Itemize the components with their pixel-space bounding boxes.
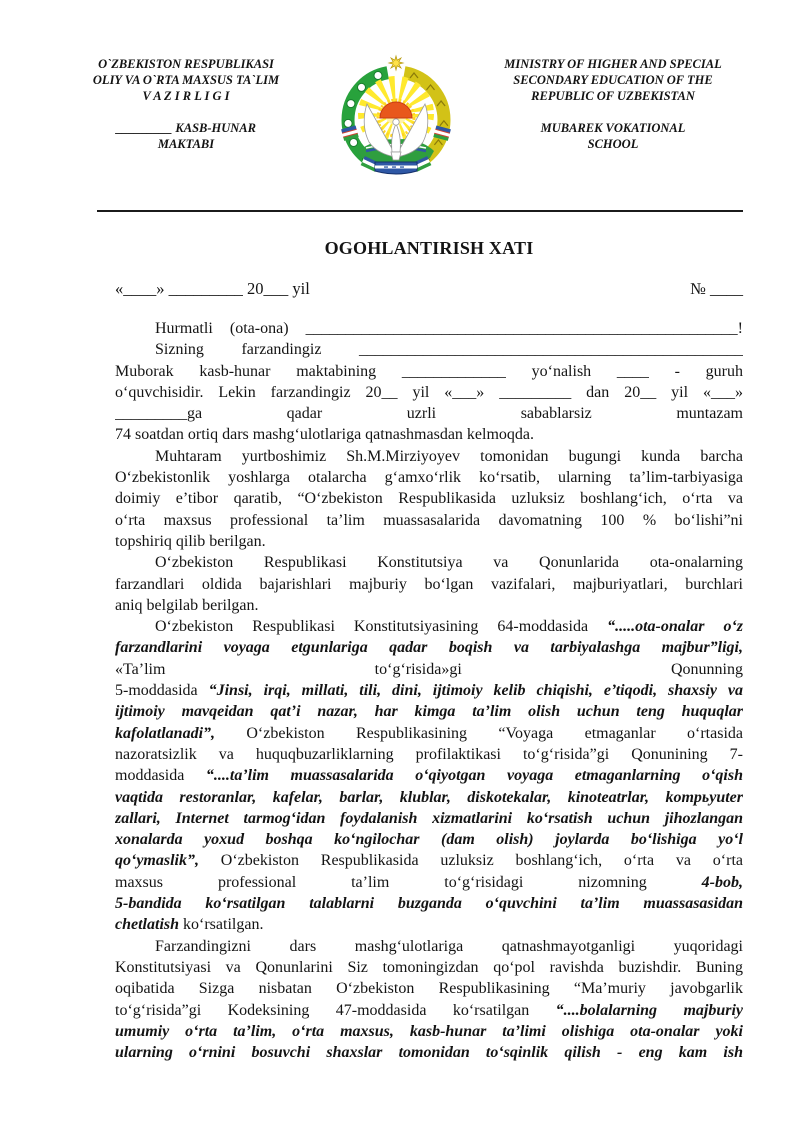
body-text	[115, 320, 743, 1065]
body-line: kafolatlanadi”, O‘zbekiston Respublikasining “Voyaga etmaganlar o‘rtasida	[115, 724, 743, 742]
body-line: ularning o‘rnini bosuvchi shaxslar tomonidan to‘sqinlik qilish - eng kam ish	[115, 1044, 743, 1062]
body-line: chetlatish ko‘rsatilgan.	[115, 916, 264, 934]
letterhead-left-block	[60, 54, 312, 152]
body-line: zallari, Internet tarmog‘idan foydalanish xizmatlarini ko‘rsatish uchun jihozlangan	[115, 809, 743, 827]
body-line: Farzandingizni dars mashg‘ulotlariga qatnashmayotganligi yuqoridagi	[155, 937, 743, 955]
body-line: farzandlarini voyaga etgunlariga qadar boqish va tarbiyalashga majbur”ligi,	[115, 639, 743, 657]
body-line: xonalarda yoxud boshqa ko‘ngilochar (dam olish) joylarda bo‘lishiga yo‘l	[115, 831, 743, 849]
body-line: «Ta’lim to‘g‘risida»gi Qonunning	[115, 660, 743, 678]
body-line: Muhtaram yurtboshimiz Sh.M.Mirziyoyev tomonidan bugungi kunda barcha	[155, 447, 743, 465]
body-line: O‘zbekiston Respublikasi Konstitutsiya va Qonunlarida ota-onalarning	[155, 554, 743, 572]
letterhead-line: MUBAREK VOKATIONAL	[540, 121, 686, 135]
body-line: 5-bandida ko‘rsatilgan talablarni buzganda o‘quvchini ta’lim muassasasidan	[115, 895, 743, 913]
body-line: umumiy o‘rta ta’lim, o‘rta maxsus, kasb-hunar ta’limi olishiga ota-onalar yoki	[115, 1022, 743, 1040]
letterhead-line	[480, 104, 746, 120]
body-line: moddasida “....ta’lim muassasalarida o‘qiyotgan voyaga etmaganlarning o‘qish	[115, 767, 743, 785]
body-line: Sizning farzandingiz ________________________________________________	[155, 341, 743, 359]
body-line: o‘quvchisidir. Lekin farzandingiz 20__ yil «___» _________ dan 20__ yil «___»	[115, 383, 743, 401]
body-line: Konstitutsiyasi va Qonunlarini Siz tomoningizdan qo‘pol ravishda buzishdir. Buning	[115, 958, 743, 976]
letterhead-right-block	[480, 54, 746, 152]
letterhead-line	[60, 104, 312, 120]
body-line: nazoratsizlik va huquqbuzarliklarning profilaktikasi to‘g‘risida”gi Qonunining 7-	[115, 745, 743, 763]
letterhead-line: OLIY VA O`RTA MAXSUS TA`LIM	[92, 73, 280, 87]
letterhead-line: SECONDARY EDUCATION OF THE	[513, 73, 713, 87]
body-line: O‘zbekiston Respublikasi Konstitutsiyasining 64-moddasida “.....ota-onalar o‘z	[155, 618, 743, 636]
body-line: 74 soatdan ortiq dars mashg‘ulotlariga qatnashmasdan kelmoqda.	[115, 426, 535, 444]
uzbekistan-emblem	[330, 54, 462, 178]
body-line: 5-moddasida “Jinsi, irqi, millati, tili, dini, ijtimoiy kelib chiqishi, e’tiqodi, shaxsiy va	[115, 682, 743, 700]
letterhead-line: REPUBLIC OF UZBEKISTAN	[531, 89, 695, 103]
header-divider	[97, 210, 743, 212]
letterhead-line: V A Z I R L I G I	[142, 89, 230, 103]
letterhead-line: SCHOOL	[587, 137, 639, 151]
body-line: vaqtida restoranlar, kafelar, barlar, klublar, diskotekalar, kinoteatrlar, kompьyuter	[115, 788, 743, 806]
date-blank: «____» _________ 20___ yil	[115, 279, 310, 298]
body-line: o‘rta maxsus professional ta’lim muassasalarida davomatning 100 % bo‘lishi”ni	[115, 511, 743, 529]
body-line: Hurmatli (ota-ona) ______________________________________________________!	[155, 320, 743, 337]
body-line: O‘zbekistonlik yoshlarga otalarcha g‘amxo‘rlik ko‘rsatib, ularning ta’lim-tarbiyasiga	[115, 469, 743, 487]
body-line: qo‘ymaslik”, O‘zbekiston Respublikasida uzluksiz boshlang‘ich, o‘rta va o‘rta	[115, 852, 743, 870]
body-line: farzandlari oldida bajarishlari majburiy bo‘lgan vazifalari, majburiyatlari, burchlari	[115, 575, 743, 593]
body-line: _________ga qadar uzrli sabablarsiz muntazam	[115, 405, 743, 423]
body-line: doimiy e’tibor qaratib, “O‘zbekiston Respublikasida uzluksiz boshlang‘ich, o‘rta va	[115, 490, 743, 508]
body-line: ijtimoiy mavqeidan qat’i nazar, har kimga ta’lim olish uchun teng huquqlar	[115, 703, 743, 721]
reference-line	[115, 279, 743, 299]
body-line: Muborak kasb-hunar maktabining _____________ yo‘nalish ____ - guruh	[115, 362, 743, 380]
letterhead-line: MAKTABI	[157, 137, 215, 151]
letterhead-line: _________ KASB-HUNAR	[116, 121, 256, 135]
document-title: OGOHLANTIRISH XATI	[324, 238, 534, 258]
body-line: topshiriq qilib berilgan.	[115, 532, 266, 550]
uzbekistan-emblem-icon	[333, 54, 459, 178]
body-line: aniq belgilab berilgan.	[115, 596, 259, 614]
body-line: to‘g‘risida”gi Kodeksining 47-moddasida ko‘rsatilgan “....bolalarning majburiy	[115, 1001, 743, 1019]
letterhead-line: MINISTRY OF HIGHER AND SPECIAL	[504, 57, 722, 71]
body-line: maxsus professional ta’lim to‘g‘risidagi nizomning 4-bob,	[115, 873, 743, 891]
letterhead-line: O`ZBEKISTON RESPUBLIKASI	[98, 57, 274, 71]
body-line: oqibatida Sizga nisbatan O‘zbekiston Respublikasining “Ma’muriy javobgarlik	[115, 980, 743, 998]
letterhead	[0, 0, 800, 178]
number-blank: № ____	[690, 279, 743, 298]
